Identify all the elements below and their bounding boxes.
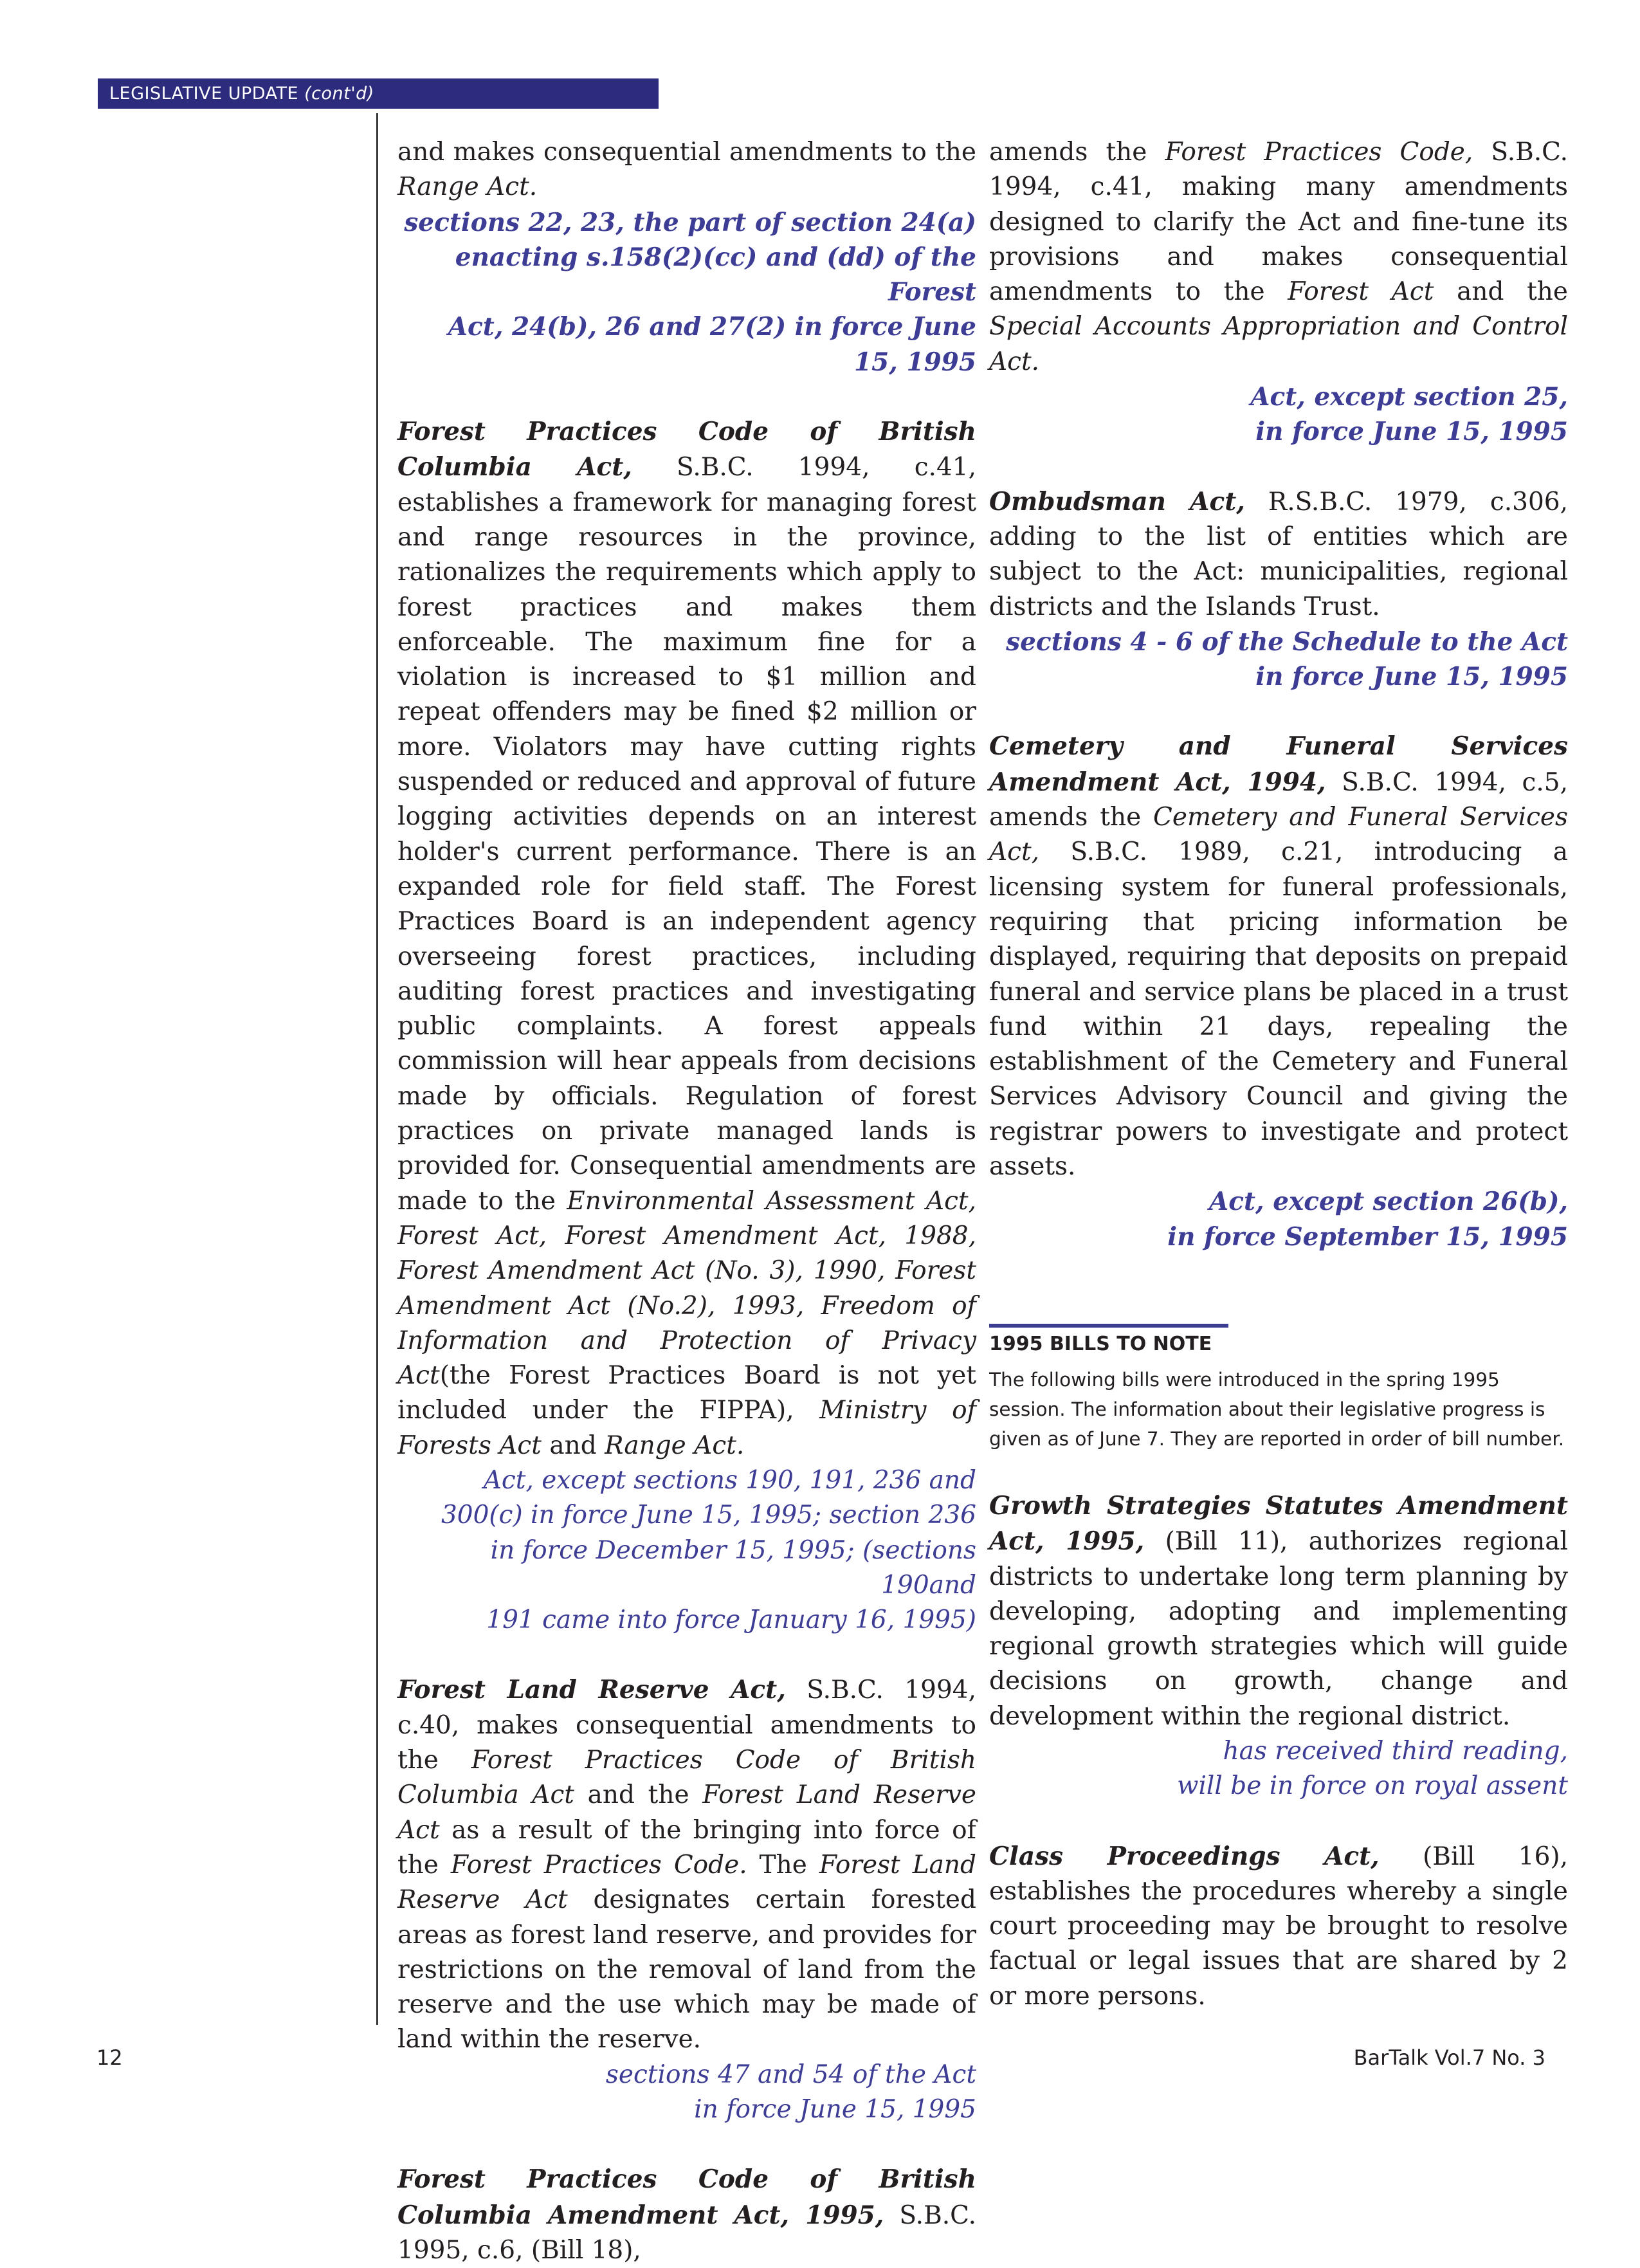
status-note-forest-land-reserve: sections 47 and 54 of the Act in force June 15, 1995 [605,2060,976,2125]
right-column [989,135,1568,2014]
page-number: 12 [96,2045,123,2070]
paragraph-fpc-amendment-continued: amends the Forest Practices Code, S.B.C. 1994, c.41, making many amendments designed to clarify the Act and fine-tune its provisions and makes consequential amendments to the Forest Act and the Special Accounts Appropriation and Control Act. [989,138,1569,376]
left-column [397,135,976,2268]
status-note-fpc-amendment: Act, except section 25, in force June 15, 1995 [1250,382,1568,447]
issue-label: BarTalk Vol.7 No. 3 [1353,2045,1545,2070]
section-cont: (cont'd) [304,84,374,104]
act-title: Forest Land Reserve Act, [397,1675,786,1705]
act-title: Ombudsman Act, [989,486,1245,517]
act-title: Forest Practices Code of British Columbia Amendment Act, 1995, [397,2164,976,2230]
status-note-forest-practices-code: Act, except sections 190, 191, 236 and 300(c) in force June 15, 1995; section 236 in force December 15, 1995; (sections 190and 191 came into force January 16, 1995) [441,1465,976,1635]
status-note-ombudsman: sections 4 - 6 of the Schedule to the Act in force June 15, 1995 [1006,626,1568,692]
bills-section-title: 1995 BILLS TO NOTE [989,1332,1212,1355]
paragraph-range-act-continuation: and makes consequential amendments to the Range Act. [397,138,976,202]
paragraph-ombudsman-act: Ombudsman Act, R.S.B.C. 1979, c.306, adding to the list of entities which are subject to the Act: municipalities, regional districts and the Islands Trust. [989,486,1568,621]
paragraph-forest-practices-code: Forest Practices Code of British Columbia Act, S.B.C. 1994, c.41, establishes a framework for managing forest and range resources in the province, rationalizes the requirements which apply to forest practices and makes them enforceable. The maximum fine for a violation is increased to $1 million and repeat offenders may be fined $2 million or more. Violators may have cutting rights suspended or reduced and approval of future logging activities depends on an interest holder's current performance. There is an expanded role for field staff. The Forest Practices Board is an independent agency overseeing forest practices, including auditing forest practices and investigating public complaints. A forest appeals commission will hear appeals from decisions made by officials. Regulation of forest practices on private managed lands is provided for. Consequential amendments are made to the Environmental Assessment Act, Forest Act, Forest Amendment Act, 1988, Forest Amendment Act (No. 3), 1990, Forest Amendment Act (No.2), 1993, Freedom of Information and Protection of Privacy Act(the Forest Practices Board is not yet included under the FIPPA), Ministry of Forests Act and Range Act. [397,417,977,1460]
section-banner [98,78,659,109]
act-title: Growth Strategies Statutes Amendment Act, 1995, [989,1490,1568,1557]
act-title: Class Proceedings Act, [989,1841,1380,1871]
column-rule [376,113,378,2025]
act-title: Cemetery and Funeral Services Amendment Act, 1994, [989,731,1568,797]
status-note-growth-strategies: has received third reading, will be in force on royal assent [1177,1736,1568,1801]
paragraph-fpc-amendment-act: Forest Practices Code of British Columbia Amendment Act, 1995, S.B.C. 1995, c.6, (Bill 18), [397,2164,976,2265]
paragraph-cemetery-act: Cemetery and Funeral Services Amendment Act, 1994, S.B.C. 1994, c.5, amends the Cemetery and Funeral Services Act, S.B.C. 1989, c.21, introducing a licensing system for funeral professionals, requiring that pricing information be displayed, requiring that deposits on prepaid funeral and service plans be placed in a trust fund within 21 days, repealing the establishment of the Cemetery and Funeral Services Advisory Council and giving the registrar powers to investigate and protect assets. [989,731,1569,1182]
section-title: LEGISLATIVE UPDATE [109,84,299,104]
act-title: Forest Practices Code of British Columbia Act, [397,417,976,482]
paragraph-class-proceedings: Class Proceedings Act, (Bill 16), establishes the procedures whereby a single court proceeding may be brought to resolve factual or legal issues that are shared by 2 or more persons. [989,1841,1568,2011]
status-note-forest-act-sections: sections 22, 23, the part of section 24(a) enacting s.158(2)(cc) and (dd) of the Forest Act, 24(b), 26 and 27(2) in force June 15, 1995 [404,207,976,377]
status-note-cemetery: Act, except section 26(b), in force September 15, 1995 [1167,1187,1568,1252]
paragraph-growth-strategies: Growth Strategies Statutes Amendment Act, 1995, (Bill 11), authorizes regional districts to undertake long term planning by developing, adopting and implementing regional growth strategies which will guide decisions on growth, change and development within the regional district. [989,1490,1568,1731]
paragraph-forest-land-reserve: Forest Land Reserve Act, S.B.C. 1994, c.40, makes consequential amendments to the Forest Practices Code of British Columbia Act and the Forest Land Reserve Act as a result of the bringing into force of the Forest Practices Code. The Forest Land Reserve Act designates certain forested areas as forest land reserve, and provides for restrictions on the removal of land from the reserve and the use which may be made of land within the reserve. [397,1675,976,2054]
bills-section-intro: The following bills were introduced in the spring 1995 session. The information about their legislative progress is given as of June 7. They are reported in order of bill number. [989,1368,1565,1450]
